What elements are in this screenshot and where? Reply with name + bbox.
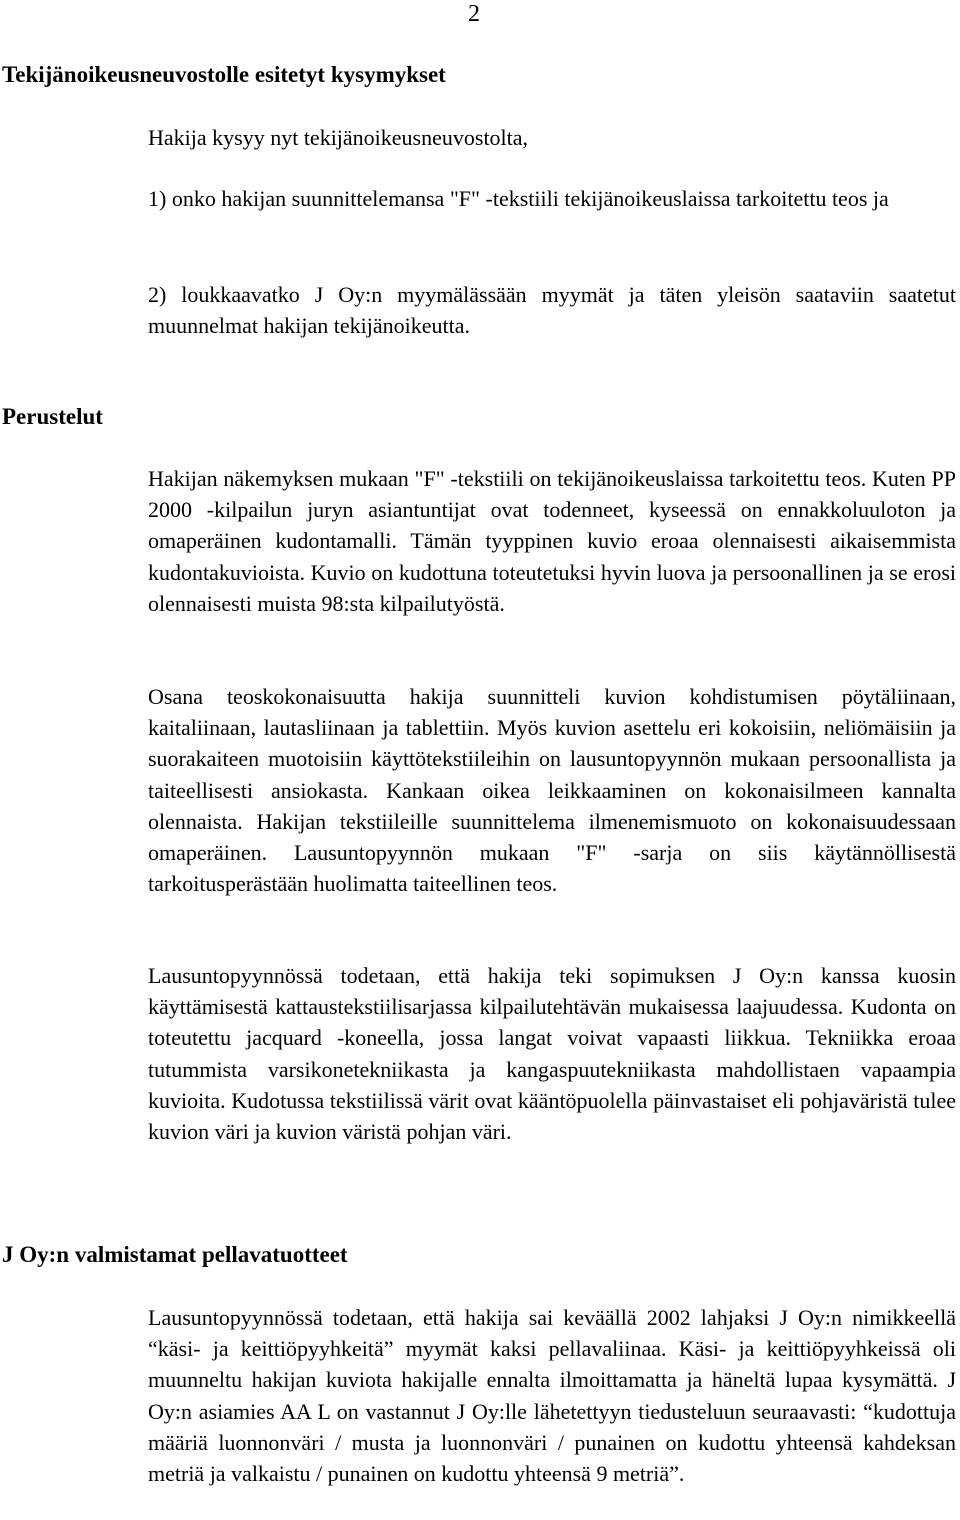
page-number: 2 bbox=[468, 1, 480, 27]
perustelut-paragraph-1: Hakijan näkemyksen mukaan "F" -tekstiili on tekijänoikeuslaissa tarkoitettu teos. Kuten PP 2000 -kilpailun juryn asiantuntijat ovat todenneet, kyseessä on ennakkoluuloton ja omaperäinen kudontamalli. Tämän tyyppinen kuvio eroaa olennaisesti aikaisemmista kudontakuvioista. Kuvio on kudottuna toteutetuksi hyvin luova ja persoonallinen ja se erosi olennaisesti muista 98:sta kilpailutyöstä. bbox=[148, 466, 956, 616]
perustelut-paragraph-2: Osana teoskokonaisuutta hakija suunnitteli kuvion kohdistumisen pöytäliinaan, kaitaliinaan, lautasliinaan ja tablettiin. Myös kuvion asettelu eri kokoisiin, neliömäisiin ja suorakaiteen muotoisiin käyttötekstiileihin on lausuntopyynnön mukaan persoonallista ja taiteellisesti ansiokasta. Kankaan oikea leikkaaminen on kokonaisilmeen kannalta olennaista. Hakijan tekstiileille suunnittelema ilmenemismuoto on kokonaisuudessaan omaperäinen. Lausuntopyynnön mukaan "F" -sarja on siis käytännöllisestä tarkoitusperästään huolimatta taiteellinen teos. bbox=[148, 684, 956, 897]
questions-intro: Hakija kysyy nyt tekijänoikeusneuvostolta, bbox=[148, 125, 529, 150]
section-heading-pellavatuotteet: J Oy:n valmistamat pellavatuotteet bbox=[2, 1242, 348, 1267]
question-item-2: 2) loukkaavatko J Oy:n myymälässään myymät ja täten yleisön saataviin saatetut muunnelmat hakijan tekijänoikeutta. bbox=[148, 282, 956, 338]
question-item-1: 1) onko hakijan suunnittelemansa "F" -tekstiili tekijänoikeuslaissa tarkoitettu teos ja bbox=[148, 186, 889, 211]
pellavatuotteet-paragraph-1: Lausuntopyynnössä todetaan, että hakija sai keväällä 2002 lahjaksi J Oy:n nimikkeellä “käsi- ja keittiöpyyhkeitä” myymät kaksi pellavaliinaa. Käsi- ja keittiöpyyhkeissä oli muunneltu hakijan kuviota hakijalle ennalta ilmoittamatta ja häneltä lupaa kysymättä. J Oy:n asiamies AA L on vastannut J Oy:lle lähetettyyn tiedusteluun seuraavasti: “kudottuja määriä luonnonväri / musta ja luonnonväri / punainen on kudottu yhteensä kahdeksan metriä ja valkaistu / punainen on kudottu yhteensä 9 metriä”. bbox=[148, 1305, 956, 1487]
section-heading-questions: Tekijänoikeusneuvostolle esitetyt kysymykset bbox=[2, 62, 446, 87]
section-heading-perustelut: Perustelut bbox=[2, 404, 103, 429]
perustelut-paragraph-3: Lausuntopyynnössä todetaan, että hakija teki sopimuksen J Oy:n kanssa kuosin käyttämisestä kattaustekstiilisarjassa kilpailutehtävän mukaisessa laajuudessa. Kudonta on toteutettu jacquard -koneella, jossa langat voivat vapaasti liikkua. Tekniikka eroaa tutummista varsikonetekniikasta ja kangaspuutekniikasta mahdollistaen vapaampia kuvioita. Kudotussa tekstiilissä värit ovat kääntöpuolella päinvastaiset eli pohjaväristä tulee kuvion väri ja kuvion väristä pohjan väri. bbox=[148, 963, 956, 1145]
